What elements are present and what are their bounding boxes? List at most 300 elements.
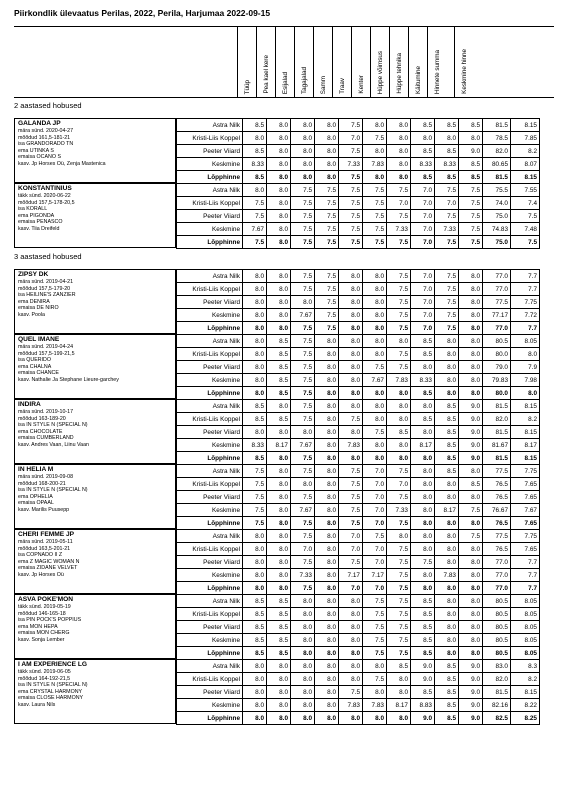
score-cell: 8.5 <box>267 621 291 634</box>
final-score-row <box>177 517 540 530</box>
score-row <box>177 335 540 348</box>
horse-info-line: ema CHOCOLATE <box>18 428 63 435</box>
score-cell: 8.5 <box>435 712 459 725</box>
score-cell: 7.5 <box>363 223 387 236</box>
score-cell: 8.0 <box>339 634 363 647</box>
score-row <box>177 400 540 413</box>
horse-block <box>14 659 554 724</box>
horse-info-line: kasv. Jp Horses Oü, Zenja Mastenica <box>18 160 106 167</box>
score-cell: 8.17 <box>267 439 291 452</box>
score-cell: 8.5 <box>243 608 267 621</box>
score-row <box>177 608 540 621</box>
score-cell: 9.0 <box>459 426 483 439</box>
score-cell: 8.0 <box>435 387 459 400</box>
score-cell: 77.0 <box>483 283 511 296</box>
horse-block <box>14 334 554 399</box>
score-cell: 7.5 <box>291 452 315 465</box>
score-cell: 8.0 <box>459 569 483 582</box>
horse-info-line: kasv. Poola <box>18 311 45 318</box>
score-cell: 8.5 <box>243 634 267 647</box>
score-cell: 7.83 <box>363 699 387 712</box>
score-cell: 8.33 <box>243 158 267 171</box>
score-cell: 76.67 <box>483 504 511 517</box>
score-cell: 8.5 <box>243 171 267 184</box>
judge-name: Peeter Viiard <box>177 621 243 634</box>
score-cell: 7.5 <box>387 296 411 309</box>
score-cell: 8.0 <box>435 582 459 595</box>
score-cell: 8.0 <box>363 400 387 413</box>
score-cell: 8.0 <box>435 361 459 374</box>
score-cell: 7.0 <box>363 582 387 595</box>
horse-name: I AM EXPERIENCE LG <box>18 661 87 668</box>
score-cell: 7.83 <box>387 374 411 387</box>
score-cell: 8.5 <box>459 158 483 171</box>
score-cell: 7.0 <box>411 210 435 223</box>
score-cell: 8.0 <box>459 465 483 478</box>
score-cell: 8.0 <box>291 132 315 145</box>
score-cell: 8.0 <box>315 673 339 686</box>
horse-info-line: ema MON HEPA <box>18 623 58 630</box>
score-cell: 8.0 <box>243 270 267 283</box>
score-cell: 8.5 <box>267 647 291 660</box>
score-table <box>176 594 540 660</box>
score-cell: 8.0 <box>243 426 267 439</box>
score-cell: 8.0 <box>315 119 339 132</box>
horse-info <box>14 183 176 248</box>
score-cell: 7.5 <box>459 504 483 517</box>
horse-info-line: ema OPHELIA <box>18 493 53 500</box>
judge-name: Astra Nilk <box>177 530 243 543</box>
score-row <box>177 270 540 283</box>
horse-block <box>14 183 554 248</box>
score-cell: 9.0 <box>411 660 435 673</box>
score-cell: 7.48 <box>511 223 540 236</box>
score-cell: 8.0 <box>291 699 315 712</box>
score-cell: 8.0 <box>435 634 459 647</box>
score-cell: 8.0 <box>243 686 267 699</box>
score-cell: 9.0 <box>459 686 483 699</box>
score-cell: 8.5 <box>267 595 291 608</box>
score-table <box>176 659 540 725</box>
judge-name: Keskmine <box>177 309 243 322</box>
score-cell: 7.5 <box>459 530 483 543</box>
score-cell: 7.0 <box>363 556 387 569</box>
score-cell: 8.5 <box>435 119 459 132</box>
score-cell: 8.5 <box>267 608 291 621</box>
score-cell: 8.0 <box>243 335 267 348</box>
judge-name: Peeter Viiard <box>177 556 243 569</box>
score-cell: 8.0 <box>363 145 387 158</box>
score-cell: 80.5 <box>483 621 511 634</box>
score-cell: 7.5 <box>339 223 363 236</box>
score-cell: 8.05 <box>511 335 540 348</box>
score-cell: 8.0 <box>339 309 363 322</box>
horse-info-line: kasv. Nathalie Ja Stephane Lieure-garchey <box>18 376 119 383</box>
column-header-label: Kenter <box>358 75 365 94</box>
score-cell: 8.22 <box>511 699 540 712</box>
score-cell: 7.5 <box>387 210 411 223</box>
score-cell: 81.67 <box>483 439 511 452</box>
score-cell: 8.0 <box>315 387 339 400</box>
horse-block <box>14 464 554 529</box>
score-cell: 7.5 <box>387 283 411 296</box>
score-cell: 8.0 <box>315 595 339 608</box>
column-header-row <box>14 26 554 98</box>
score-cell: 7.5 <box>291 322 315 335</box>
score-cell: 8.0 <box>243 699 267 712</box>
score-cell: 8.0 <box>243 660 267 673</box>
score-cell: 8.0 <box>387 158 411 171</box>
column-header-label: Pea kael kere <box>263 55 270 94</box>
score-cell: 7.75 <box>511 465 540 478</box>
score-cell: 8.0 <box>387 171 411 184</box>
column-header-label: Hüppe võimsus <box>377 50 384 94</box>
score-cell: 8.0 <box>363 322 387 335</box>
score-cell: 8.0 <box>435 608 459 621</box>
score-cell: 7.17 <box>363 569 387 582</box>
score-cell: 7.5 <box>291 413 315 426</box>
horse-info-line: isa GRANDORADO TN <box>18 141 74 148</box>
score-cell: 7.5 <box>315 283 339 296</box>
score-cell: 8.0 <box>291 595 315 608</box>
score-cell: 8.0 <box>435 543 459 556</box>
judge-name: Kristi-Liis Koppel <box>177 197 243 210</box>
score-cell: 7.67 <box>243 223 267 236</box>
score-cell: 7.65 <box>511 478 540 491</box>
score-cell: 7.65 <box>511 543 540 556</box>
score-cell: 7.5 <box>339 556 363 569</box>
score-cell: 8.0 <box>291 660 315 673</box>
score-cell: 77.17 <box>483 309 511 322</box>
score-cell: 9.0 <box>459 712 483 725</box>
score-cell: 8.0 <box>243 530 267 543</box>
score-row <box>177 478 540 491</box>
score-cell: 81.5 <box>483 400 511 413</box>
column-header <box>370 27 390 97</box>
score-cell: 8.83 <box>411 699 435 712</box>
score-cell: 8.0 <box>411 491 435 504</box>
column-header <box>454 27 555 97</box>
score-cell: 9.0 <box>459 145 483 158</box>
score-cell: 8.0 <box>459 270 483 283</box>
score-cell: 7.5 <box>363 530 387 543</box>
score-cell: 8.0 <box>387 145 411 158</box>
score-row <box>177 132 540 145</box>
score-cell: 7.0 <box>387 197 411 210</box>
score-cell: 8.0 <box>411 361 435 374</box>
column-header <box>294 27 314 97</box>
score-cell: 7.5 <box>291 465 315 478</box>
score-cell: 7.5 <box>363 361 387 374</box>
column-header <box>389 27 409 97</box>
column-header-label: Tagajalad <box>301 67 308 94</box>
score-cell: 8.0 <box>411 582 435 595</box>
column-header-label: Samm <box>320 75 327 94</box>
horse-info-line: kasv. Laura Nils <box>18 701 56 708</box>
score-cell: 8.0 <box>411 504 435 517</box>
score-table <box>176 334 540 400</box>
score-cell: 8.5 <box>267 374 291 387</box>
score-cell: 7.0 <box>291 543 315 556</box>
score-cell: 8.0 <box>291 647 315 660</box>
score-cell: 9.0 <box>459 452 483 465</box>
score-cell: 7.0 <box>411 184 435 197</box>
score-cell: 8.0 <box>511 387 540 400</box>
score-cell: 7.5 <box>243 465 267 478</box>
horse-info-line: täkk sünd. 2020-06-22 <box>18 193 71 199</box>
score-cell: 7.5 <box>339 197 363 210</box>
score-cell: 8.0 <box>267 491 291 504</box>
score-cell: 7.5 <box>363 673 387 686</box>
score-cell: 74.83 <box>483 223 511 236</box>
score-cell: 7.0 <box>339 132 363 145</box>
score-cell: 8.5 <box>387 660 411 673</box>
score-cell: 7.5 <box>339 478 363 491</box>
judge-name: Lõpphinne <box>177 582 243 595</box>
score-cell: 8.0 <box>363 387 387 400</box>
score-cell: 81.5 <box>483 426 511 439</box>
judge-name: Lõpphinne <box>177 452 243 465</box>
score-cell: 7.67 <box>291 504 315 517</box>
score-cell: 8.5 <box>435 145 459 158</box>
score-cell: 7.0 <box>363 543 387 556</box>
score-cell: 8.05 <box>511 634 540 647</box>
score-cell: 7.0 <box>411 309 435 322</box>
score-row <box>177 158 540 171</box>
score-cell: 8.2 <box>511 413 540 426</box>
score-cell: 8.3 <box>511 660 540 673</box>
score-cell: 7.5 <box>315 322 339 335</box>
score-cell: 8.0 <box>435 621 459 634</box>
judge-name: Lõpphinne <box>177 517 243 530</box>
score-cell: 7.7 <box>511 556 540 569</box>
score-cell: 8.0 <box>267 210 291 223</box>
horse-info <box>14 269 176 334</box>
score-cell: 8.0 <box>315 426 339 439</box>
score-cell: 7.5 <box>459 184 483 197</box>
judge-name: Peeter Viiard <box>177 491 243 504</box>
score-cell: 7.5 <box>459 197 483 210</box>
score-cell: 8.5 <box>411 171 435 184</box>
score-cell: 8.0 <box>291 145 315 158</box>
horse-info-line: kasv. Marilis Puusepp <box>18 506 70 513</box>
score-cell: 7.17 <box>339 569 363 582</box>
score-cell: 7.5 <box>339 491 363 504</box>
judge-name: Keskmine <box>177 374 243 387</box>
final-score-row <box>177 647 540 660</box>
score-cell: 8.0 <box>459 132 483 145</box>
judge-name: Astra Nilk <box>177 595 243 608</box>
score-table <box>176 529 540 595</box>
score-cell: 8.0 <box>363 309 387 322</box>
score-cell: 8.0 <box>315 569 339 582</box>
judge-name: Kristi-Liis Koppel <box>177 543 243 556</box>
score-cell: 8.33 <box>243 439 267 452</box>
score-table <box>176 399 540 465</box>
score-cell: 80.65 <box>483 158 511 171</box>
score-cell: 7.5 <box>511 236 540 249</box>
score-cell: 7.5 <box>291 270 315 283</box>
score-row <box>177 660 540 673</box>
score-cell: 82.5 <box>483 712 511 725</box>
horse-info-line: mõõdud 157,5-178-20,5 <box>18 199 75 206</box>
score-cell: 7.5 <box>291 517 315 530</box>
score-cell: 8.0 <box>315 361 339 374</box>
judge-name: Astra Nilk <box>177 660 243 673</box>
horse-info-line: mära sünd. 2019-04-21 <box>18 279 74 285</box>
score-row <box>177 184 540 197</box>
score-cell: 8.0 <box>315 478 339 491</box>
score-cell: 7.33 <box>291 569 315 582</box>
judge-name: Peeter Viiard <box>177 426 243 439</box>
column-header-label: Esijalad <box>282 71 289 94</box>
score-cell: 7.83 <box>363 158 387 171</box>
score-cell: 8.0 <box>459 309 483 322</box>
score-cell: 8.5 <box>411 413 435 426</box>
column-header <box>408 27 428 97</box>
score-cell: 8.0 <box>339 348 363 361</box>
horse-name: IN HELIA M <box>18 466 54 473</box>
score-cell: 7.5 <box>435 270 459 283</box>
score-cell: 8.5 <box>387 426 411 439</box>
score-cell: 8.0 <box>243 348 267 361</box>
score-cell: 8.0 <box>291 673 315 686</box>
score-cell: 8.0 <box>411 400 435 413</box>
judge-name: Lõpphinne <box>177 171 243 184</box>
score-cell: 8.0 <box>339 296 363 309</box>
score-cell: 8.33 <box>411 374 435 387</box>
horse-info-line: mõõdud 163,5-201-21 <box>18 545 71 552</box>
score-cell: 7.5 <box>339 210 363 223</box>
judge-name: Kristi-Liis Koppel <box>177 348 243 361</box>
horse-info-line: mära sünd. 2019-05-11 <box>18 539 73 545</box>
score-cell: 7.5 <box>387 595 411 608</box>
score-cell: 7.85 <box>511 132 540 145</box>
horse-info-line: emaisa CUMBERLAND <box>18 435 74 442</box>
column-header <box>275 27 295 97</box>
score-cell: 8.0 <box>411 517 435 530</box>
score-cell: 8.0 <box>315 413 339 426</box>
score-cell: 8.0 <box>435 556 459 569</box>
score-cell: 8.33 <box>411 158 435 171</box>
score-cell: 8.0 <box>363 712 387 725</box>
score-cell: 8.15 <box>511 686 540 699</box>
score-cell: 77.5 <box>483 296 511 309</box>
score-cell: 8.0 <box>315 439 339 452</box>
score-cell: 8.0 <box>243 374 267 387</box>
score-cell: 8.0 <box>435 647 459 660</box>
score-cell: 8.0 <box>459 517 483 530</box>
score-cell: 8.5 <box>411 335 435 348</box>
score-cell: 8.25 <box>511 712 540 725</box>
score-cell: 80.5 <box>483 595 511 608</box>
score-cell: 7.0 <box>363 478 387 491</box>
final-score-row <box>177 387 540 400</box>
score-row <box>177 223 540 236</box>
judge-name: Kristi-Liis Koppel <box>177 478 243 491</box>
score-cell: 8.0 <box>411 452 435 465</box>
score-cell: 8.0 <box>315 158 339 171</box>
score-cell: 7.5 <box>339 413 363 426</box>
score-cell: 8.0 <box>291 608 315 621</box>
score-cell: 8.0 <box>459 608 483 621</box>
score-cell: 7.5 <box>315 223 339 236</box>
score-cell: 8.0 <box>339 335 363 348</box>
score-cell: 8.0 <box>411 426 435 439</box>
score-cell: 8.2 <box>511 145 540 158</box>
score-cell: 8.5 <box>243 145 267 158</box>
score-cell: 81.5 <box>483 119 511 132</box>
score-cell: 7.5 <box>387 184 411 197</box>
score-cell: 7.5 <box>291 197 315 210</box>
score-cell: 7.5 <box>243 210 267 223</box>
score-cell: 8.0 <box>363 452 387 465</box>
score-cell: 8.5 <box>243 413 267 426</box>
score-cell: 8.0 <box>291 296 315 309</box>
score-cell: 8.0 <box>435 132 459 145</box>
score-cell: 7.9 <box>511 361 540 374</box>
judge-name: Keskmine <box>177 439 243 452</box>
judge-name: Lõpphinne <box>177 387 243 400</box>
score-cell: 7.5 <box>387 647 411 660</box>
score-cell: 8.0 <box>363 686 387 699</box>
score-cell: 7.65 <box>511 517 540 530</box>
score-cell: 8.0 <box>435 530 459 543</box>
score-cell: 8.5 <box>411 119 435 132</box>
column-header-label: Hüppe tehnika <box>396 53 403 94</box>
score-cell: 8.0 <box>315 582 339 595</box>
score-cell: 8.0 <box>459 387 483 400</box>
score-cell: 8.0 <box>267 158 291 171</box>
score-cell: 8.0 <box>243 556 267 569</box>
score-cell: 8.0 <box>315 171 339 184</box>
score-cell: 7.5 <box>363 621 387 634</box>
score-cell: 7.67 <box>511 504 540 517</box>
score-cell: 8.0 <box>243 712 267 725</box>
score-cell: 8.0 <box>387 439 411 452</box>
score-cell: 8.0 <box>459 361 483 374</box>
score-cell: 8.0 <box>267 569 291 582</box>
score-cell: 7.67 <box>291 439 315 452</box>
score-cell: 8.0 <box>291 634 315 647</box>
score-cell: 8.0 <box>511 348 540 361</box>
score-cell: 8.15 <box>511 171 540 184</box>
score-row <box>177 673 540 686</box>
score-cell: 7.5 <box>387 465 411 478</box>
score-cell: 7.5 <box>291 223 315 236</box>
score-table <box>176 269 540 335</box>
score-cell: 7.5 <box>387 608 411 621</box>
score-cell: 8.0 <box>459 283 483 296</box>
score-cell: 8.0 <box>459 634 483 647</box>
score-cell: 8.0 <box>291 119 315 132</box>
horse-info-line: mõõdud 161,5-181-21 <box>18 134 71 141</box>
score-cell: 7.5 <box>339 686 363 699</box>
judge-name: Kristi-Liis Koppel <box>177 673 243 686</box>
score-cell: 8.0 <box>315 543 339 556</box>
score-cell: 8.0 <box>459 621 483 634</box>
score-cell: 7.5 <box>435 236 459 249</box>
score-cell: 76.5 <box>483 491 511 504</box>
score-cell: 7.0 <box>387 478 411 491</box>
score-cell: 8.5 <box>411 621 435 634</box>
score-cell: 8.15 <box>511 426 540 439</box>
score-cell: 8.0 <box>339 322 363 335</box>
score-cell: 8.0 <box>267 400 291 413</box>
score-cell: 8.5 <box>267 387 291 400</box>
score-cell: 8.5 <box>267 348 291 361</box>
score-cell: 8.0 <box>315 634 339 647</box>
